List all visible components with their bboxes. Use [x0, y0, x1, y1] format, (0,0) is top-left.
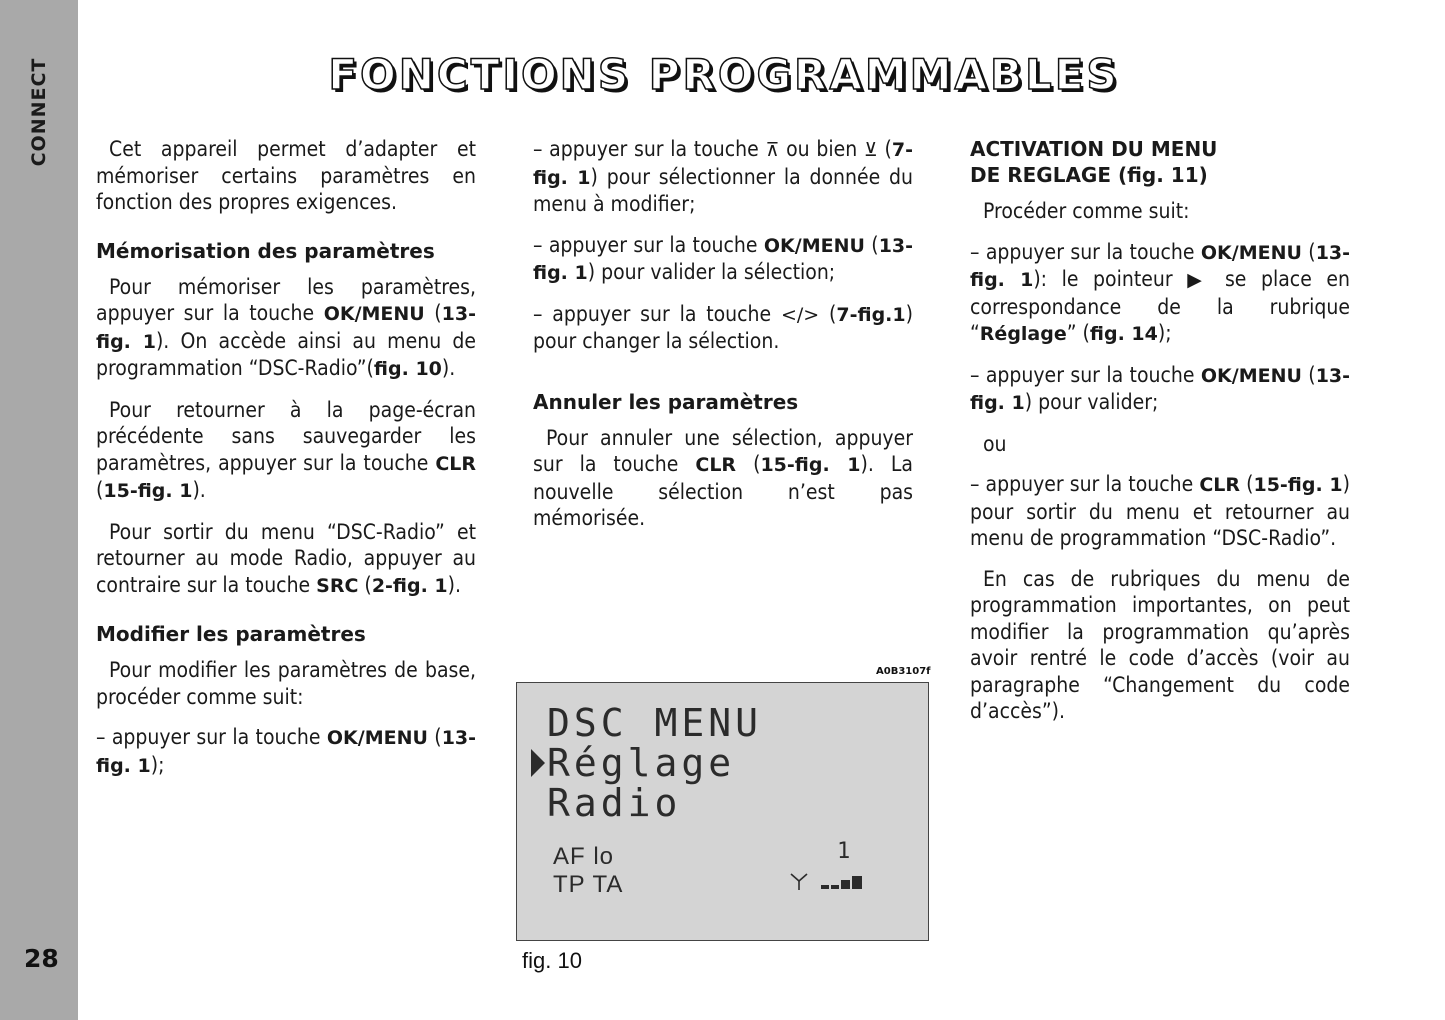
- pointer-arrow-icon: ▶: [1187, 269, 1211, 291]
- procedure-paragraph: Procéder comme suit:: [983, 199, 1190, 223]
- column-middle: [533, 136, 913, 546]
- final-paragraph: En cas de rubriques du menu de programmation importantes, on peut modifier la programmation qu’après avoir rentré le code d’accès (voir au paragraphe “Changement du code d’accès”).: [970, 566, 1350, 723]
- exit-paragraph: Pour sortir du menu “DSC-Radio” et retourner au mode Radio, appuyer au contraire sur la touche SRC (2-fig. 1).: [96, 519, 476, 597]
- column-left: [96, 136, 476, 793]
- lcd-item-reglage: Réglage: [547, 741, 736, 785]
- antenna-icon: [789, 871, 809, 891]
- heading-activation: ACTIVATION DU MENU DE REGLAGE (fig. 11): [970, 137, 1218, 187]
- page-number: 28: [24, 944, 59, 973]
- return-paragraph: Pour retourner à la page-écran précédente sans sauvegarder les paramètres, appuyer sur la touche CLR (15-fig. 1).: [96, 397, 476, 502]
- lcd-pointer-icon: [529, 747, 547, 779]
- lcd-menu-title: DSC MENU: [547, 701, 763, 745]
- side-tab: [0, 0, 78, 1020]
- activation-step-3: – appuyer sur la touche CLR (15-fig. 1) pour sortir du menu et retourner au menu de programmation “DSC-Radio”.: [970, 472, 1351, 550]
- lcd-preset-number: 1: [837, 839, 851, 864]
- figure-code: A0B3107f: [876, 666, 931, 677]
- step-3: – appuyer sur la touche OK/MENU (13-fig. 1) pour valider la sélection;: [533, 232, 914, 284]
- step-1: – appuyer sur la touche OK/MENU (13-fig. 1);: [96, 725, 477, 777]
- heading-annuler: Annuler les paramètres: [533, 389, 799, 414]
- page-title: FONCTIONS PROGRAMMABLES: [328, 50, 1120, 99]
- figure-caption: fig. 10: [522, 948, 582, 973]
- lcd-item-radio: Radio: [547, 781, 682, 825]
- lcd-af-indicator: AF lo: [553, 843, 615, 870]
- memorisation-paragraph: Pour mémoriser les paramètres, appuyer sur la touche OK/MENU (13-fig. 1). On accède ainsi au menu de programmation “DSC-Radio”(fig. 10).: [96, 274, 476, 380]
- cancel-paragraph: Pour annuler une sélection, appuyer sur la touche CLR (15-fig. 1). La nouvelle sélection n’est pas mémorisée.: [533, 425, 914, 530]
- left-right-key-icon: </>: [780, 303, 820, 326]
- intro-paragraph: Cet appareil permet d’adapter et mémoriser certains paramètres en fonction des propres exigences.: [96, 137, 476, 214]
- lcd-display: [516, 682, 929, 941]
- section-label: CONNECT: [28, 57, 50, 167]
- heading-modifier: Modifier les paramètres: [96, 622, 366, 646]
- or-text: ou: [983, 431, 1007, 456]
- lcd-tp-indicator: TP TA: [553, 871, 624, 898]
- up-key-icon: ⊼: [765, 139, 780, 161]
- activation-step-2: – appuyer sur la touche OK/MENU (13-fig. 1) pour valider;: [970, 362, 1351, 414]
- activation-step-1: – appuyer sur la touche OK/MENU (13-fig. 1): le pointeur ▶ se place en correspondance de la rubrique “Réglage” (fig. 14);: [970, 239, 1351, 345]
- step-4: – appuyer sur la touche </> (7-fig.1) pour changer la sélection.: [533, 301, 913, 353]
- step-2: – appuyer sur la touche ⊼ ou bien ⊻ (7-fig. 1) pour sélectionner la donnée du menu à modifier;: [533, 137, 914, 216]
- down-key-icon: ⊻: [863, 139, 878, 161]
- column-right: [970, 136, 1350, 739]
- signal-strength-icon: [821, 875, 863, 889]
- modifier-paragraph: Pour modifier les paramètres de base, procéder comme suit:: [96, 658, 476, 709]
- heading-memorisation: Mémorisation des paramètres: [96, 238, 435, 263]
